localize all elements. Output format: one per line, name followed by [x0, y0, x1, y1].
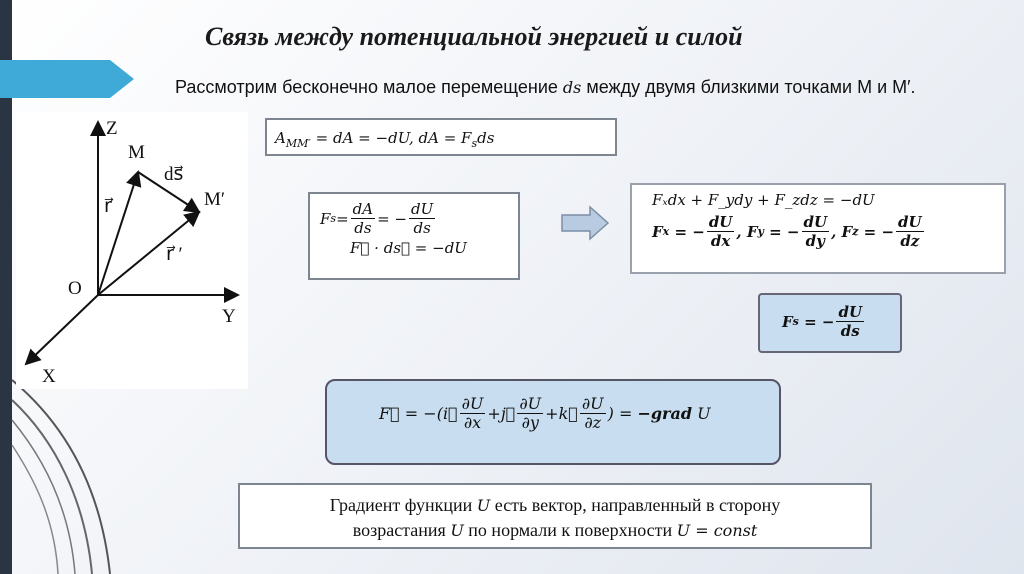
force-projection-box: F s = $\frac{dA}{ds}$ = − $\frac{dU}{ds}$ F⃗ · ds⃗ = −dU [308, 192, 520, 280]
coordinate-figure [16, 112, 248, 389]
point-m-label: M [128, 142, 145, 163]
accent-arrow-tab [0, 60, 134, 98]
dot-product-line: F⃗ · ds⃗ = −dU [350, 239, 467, 257]
slide-title: Связь между потенциальной энергией и силой [205, 22, 743, 51]
r-prime-vector-label: r⃗ ′ [166, 244, 183, 265]
ds-vector-label: ds⃗ [164, 164, 184, 185]
component-forces-box: Fₓdx + F_ydy + F_zdz = −dU F x = − $\frac{dU}{dx}$ , F y = − $\frac{dU}{dy}$ , F z = − $\frac{dU}{dz}$ [630, 183, 1006, 274]
z-axis-label: Z [106, 118, 118, 139]
fs-result-box: F s = − $\frac{dU}{ds}$ [758, 293, 902, 353]
work-equation-box: $A_{MM'}$ = dA = −dU, dA = $F_sds$ [265, 118, 617, 156]
differential-sum-line: Fₓdx + F_ydy + F_zdz = −dU [652, 191, 875, 209]
y-axis-label: Y [222, 306, 236, 327]
gradient-definition-box: Градиент функции U есть вектор, направленный в сторону возрастания U по нормали к поверхности U = const [238, 483, 872, 549]
intro-text: Рассмотрим бесконечно малое перемещение ds между двумя близкими точками M и M′. [175, 77, 916, 97]
origin-label: O [68, 278, 82, 299]
x-axis-label: X [42, 366, 56, 387]
point-m-prime-label: M′ [204, 189, 226, 210]
right-arrow-icon [560, 205, 610, 241]
r-vector-label: r⃗ [104, 196, 112, 217]
gradient-formula-box: F⃗ = −( i⃗ $\frac{\partial U}{\partial x}$ + j⃗ $\frac{\partial U}{\partial y}$ + k⃗ $\frac{\partial U}{\partial z}$ ) = −grad U [325, 379, 781, 465]
